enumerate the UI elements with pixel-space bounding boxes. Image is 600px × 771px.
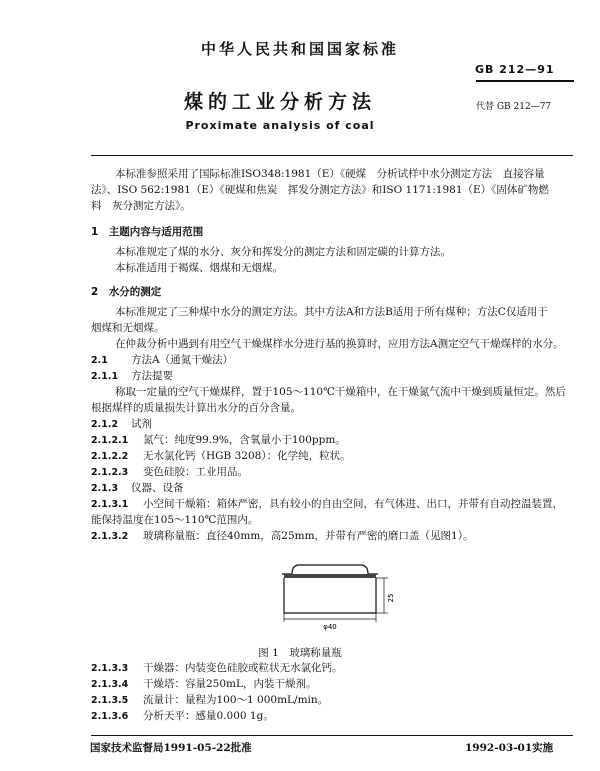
clause-text: 分析天平：感量0.000 1g。	[143, 710, 274, 722]
section-2-heading: 2 水分的测定	[91, 286, 162, 298]
clause-text: 变色硅胶：工业用品。	[143, 466, 248, 478]
intro-line-2: 法》、ISO 562:1981（E）《硬煤和焦炭 挥发分测定方法》和ISO 1171:1981（E）《固体矿物燃	[91, 184, 549, 196]
bottle-body-outline	[284, 578, 376, 613]
clause-2-1-2	[91, 417, 152, 432]
clause-2-1	[91, 353, 233, 368]
clause-text: 小空间干燥箱：箱体严密，具有较小的自由空间，有气体进、出口，并带有自动控温装置，	[143, 498, 563, 510]
weighing-bottle-figure	[280, 558, 400, 640]
document-title: 煤的工业分析方法	[183, 91, 376, 113]
english-title: Proximate analysis of coal	[185, 119, 375, 132]
clause-2-1-3-3	[91, 661, 343, 676]
clause-text: 方法提要	[131, 370, 173, 382]
clause-2-1-2-2	[91, 449, 351, 464]
clause-number: 2.1	[91, 355, 108, 366]
section-2-para-1-line-2: 烟煤和无烟煤。	[91, 322, 165, 334]
clause-2-1-2-1	[91, 433, 346, 448]
clause-2-1-3-2	[91, 529, 473, 544]
clause-text: 仪器、设备	[131, 482, 184, 494]
standard-number: GB 212—91	[475, 63, 555, 76]
national-standard-title: 中华人民共和国国家标准	[200, 40, 399, 58]
section-2-para-1-line-1: 本标准规定了三种煤中水分的测定方法。其中方法A和方法B适用于所有煤种；方法C仅适用于	[115, 306, 548, 318]
replaces-note: 代替 GB 212—77	[476, 102, 552, 112]
clause-2-1-3	[91, 481, 184, 496]
section-1-para-2: 本标准适用于褐煤、烟煤和无烟煤。	[115, 262, 283, 274]
approval-date: 国家技术监督局1991-05-22批准	[90, 742, 252, 754]
clause-number: 2.1.3.6	[91, 711, 129, 722]
clause-2-1-1-para-line-1: 称取一定量的空气干燥煤样，置于105～110℃干燥箱中，在干燥氮气流中干燥到质量恒定。然后	[115, 386, 566, 398]
clause-text: 干燥塔：容量250mL，内装干燥剂。	[143, 678, 317, 690]
clause-text: 流量计：量程为100～1 000mL/min。	[143, 694, 329, 706]
section-1-para-1: 本标准规定了煤的水分、灰分和挥发分的测定方法和固定碳的计算方法。	[115, 246, 451, 258]
clause-number: 2.1.2.2	[91, 451, 129, 462]
standard-number-rule	[476, 80, 574, 82]
clause-2-1-3-6	[91, 709, 274, 724]
clause-2-1-3-5	[91, 693, 328, 708]
diameter-dimension-label: φ40	[323, 623, 337, 631]
figure-caption: 图 1 玻璃称量瓶	[258, 647, 342, 659]
clause-text: 试剂	[131, 418, 152, 430]
section-2-para-2: 在仲裁分析中遇到有用空气干燥煤样水分进行基的换算时，应用方法A测定空气干燥煤样的水分。	[115, 338, 564, 350]
clause-number: 2.1.3.4	[91, 679, 129, 690]
clause-number: 2.1.3.3	[91, 663, 129, 674]
bottle-lid-outline	[282, 565, 378, 574]
clause-number: 2.1.3	[91, 483, 119, 494]
height-dimension-label: 25	[387, 593, 395, 603]
clause-number: 2.1.2.1	[91, 435, 129, 446]
clause-2-1-1	[91, 369, 173, 384]
clause-text: 方法A（通氮干燥法）	[131, 354, 234, 366]
section-1-heading: 1 主题内容与适用范围	[91, 226, 204, 238]
clause-2-1-2-3	[91, 465, 248, 480]
clause-number: 2.1.3.5	[91, 695, 129, 706]
clause-number: 2.1.1	[91, 371, 119, 382]
clause-2-1-1-para-line-2: 根据煤样的质量损失计算出水分的百分含量。	[91, 402, 301, 414]
clause-2-1-3-4	[91, 677, 316, 692]
clause-text: 氮气：纯度99.9%，含氧量小于100ppm。	[143, 434, 346, 446]
clause-text: 玻璃称量瓶：直径40mm，高25mm，并带有严密的磨口盖（见图1）。	[143, 530, 474, 542]
intro-line-3: 料 灰分测定方法》。	[91, 200, 191, 212]
clause-text: 无水氯化钙（HGB 3208）：化学纯，粒状。	[143, 450, 351, 462]
clause-number: 2.1.2	[91, 419, 119, 430]
clause-2-1-3-1	[91, 497, 563, 512]
implementation-date: 1992-03-01实施	[465, 742, 554, 754]
footer-divider	[91, 735, 573, 736]
header-divider	[91, 155, 573, 156]
clause-number: 2.1.3.1	[91, 499, 129, 510]
intro-line-1: 本标准参照采用了国际标准ISO348:1981（E）《硬煤 分析试样中水分测定方法 直接容量	[115, 168, 545, 180]
clause-number: 2.1.2.3	[91, 467, 129, 478]
clause-number: 2.1.3.2	[91, 531, 129, 542]
clause-text: 干燥器：内装变色硅胶或粒状无水氯化钙。	[143, 662, 343, 674]
ground-joint	[284, 574, 376, 578]
clause-2-1-3-1-continued: 能保持温度在105～110℃范围内。	[91, 514, 259, 526]
